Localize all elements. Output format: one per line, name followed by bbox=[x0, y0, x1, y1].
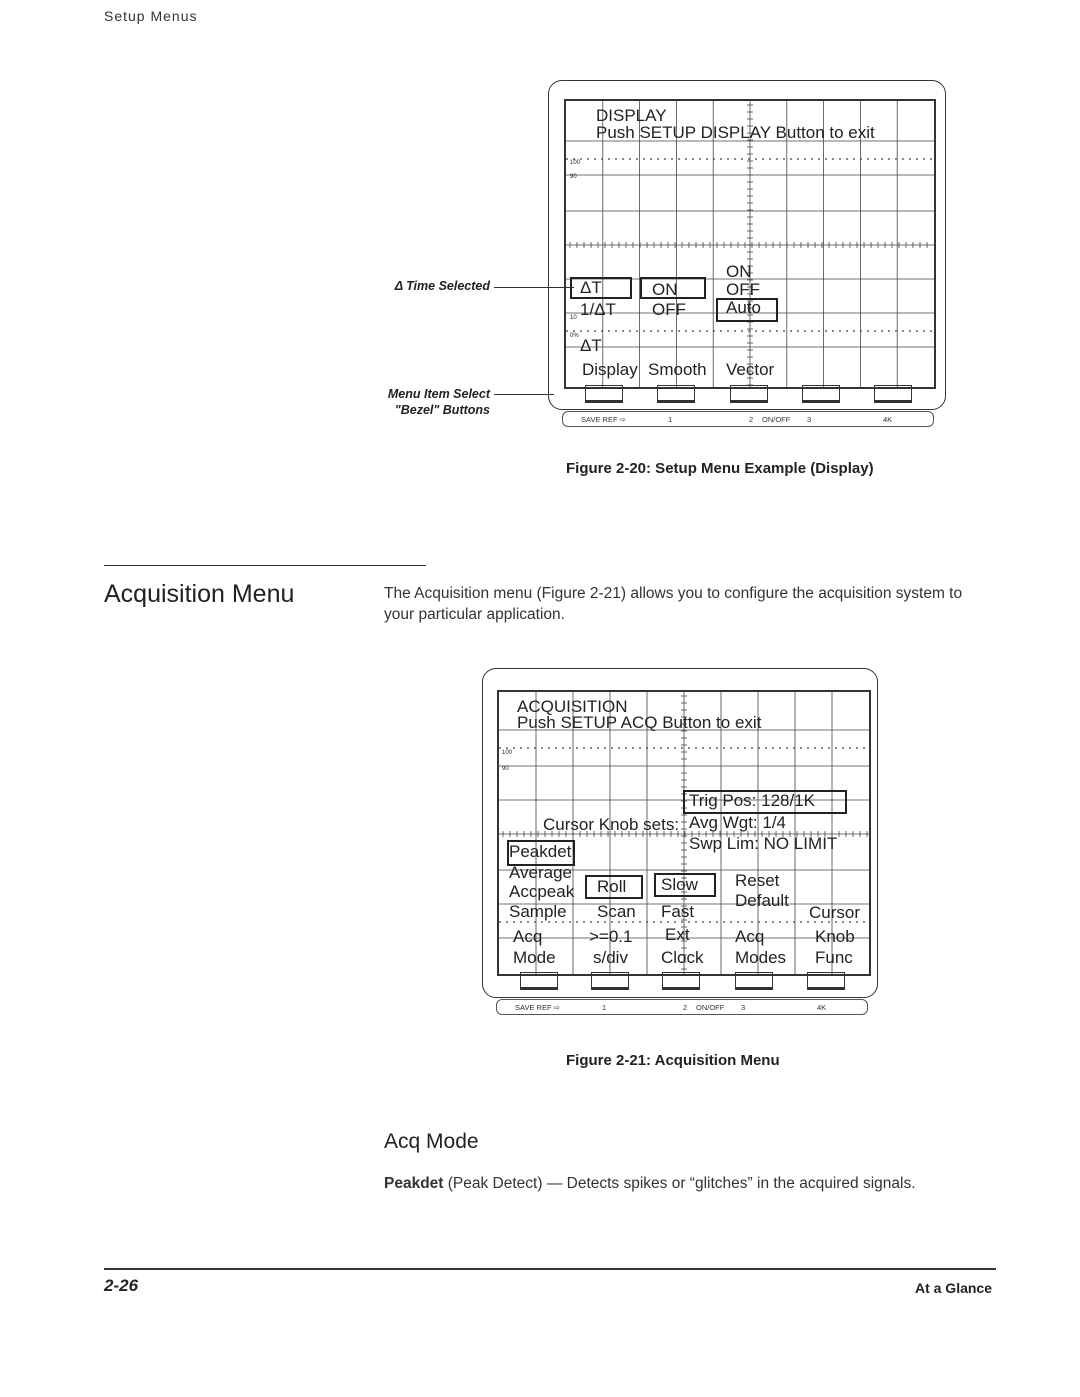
trig-pos-value[interactable]: Trig Pos: 128/1K bbox=[689, 791, 815, 810]
menu-subtitle: Push SETUP ACQ Button to exit bbox=[517, 713, 762, 732]
bezel-button-2[interactable] bbox=[591, 972, 629, 990]
softkey-label-func: Func bbox=[815, 948, 853, 967]
channel-2-label: 2 bbox=[683, 1003, 688, 1012]
option-inverse-delta-t[interactable]: 1/ΔT bbox=[580, 300, 616, 319]
softkey-label-knob: Knob bbox=[815, 927, 855, 946]
option-peakdet[interactable]: Peakdet bbox=[509, 842, 572, 861]
option-delta-t-sub: ΔT bbox=[580, 336, 602, 355]
on-off-label: ON/OFF bbox=[762, 415, 791, 424]
option-reset[interactable]: Reset bbox=[735, 871, 780, 890]
channel-1-label: 1 bbox=[602, 1003, 607, 1012]
cursor-knob-sets-label: Cursor Knob sets: bbox=[543, 815, 680, 834]
channel-1-label: 1 bbox=[668, 415, 673, 424]
swp-lim-value[interactable]: Swp Lim: NO LIMIT bbox=[689, 834, 838, 853]
softkey-label-acq: Acq bbox=[513, 927, 543, 946]
scale-label: 90 bbox=[570, 174, 577, 180]
softkey-label-clock: Clock bbox=[661, 948, 704, 967]
scope-screen-acquisition bbox=[497, 690, 871, 976]
callout-time-selected: Δ Time Selected bbox=[394, 279, 490, 293]
section-title: Acquisition Menu bbox=[104, 580, 295, 608]
option-fast[interactable]: Fast bbox=[661, 902, 695, 921]
option-accpeak[interactable]: Accpeak bbox=[509, 882, 575, 901]
on-off-label: ON/OFF bbox=[696, 1003, 725, 1012]
save-ref-label: SAVE REF ⇨ bbox=[581, 415, 626, 424]
term: Peakdet bbox=[384, 1175, 444, 1192]
option-delta-t[interactable]: ΔT bbox=[580, 278, 602, 297]
peakdet-description bbox=[384, 1173, 974, 1194]
running-header: Setup Menus bbox=[104, 8, 198, 24]
softkey-label-mode: Mode bbox=[513, 948, 556, 967]
bezel-button-2[interactable] bbox=[657, 385, 695, 403]
softkey-label-display: Display bbox=[582, 360, 638, 379]
channel-3-label: 3 bbox=[741, 1003, 746, 1012]
option-ext[interactable]: Ext bbox=[665, 925, 690, 944]
4k-label: 4K bbox=[883, 415, 893, 424]
4k-label: 4K bbox=[817, 1003, 827, 1012]
option-vector-on[interactable]: ON bbox=[726, 262, 752, 281]
bezel-button-3[interactable] bbox=[662, 972, 700, 990]
option-vector-auto[interactable]: Auto bbox=[726, 298, 761, 317]
bezel-button-5[interactable] bbox=[874, 385, 912, 403]
channel-3-label: 3 bbox=[807, 415, 812, 424]
term-description: (Peak Detect) — Detects spikes or “glitches” in the acquired signals. bbox=[443, 1175, 916, 1192]
option-scan[interactable]: Scan bbox=[597, 902, 636, 921]
callout-bezel-buttons: "Bezel" Buttons bbox=[394, 403, 490, 417]
callout-menu-item-select: Menu Item Select bbox=[387, 387, 490, 401]
option-sample[interactable]: Sample bbox=[509, 902, 567, 921]
front-panel-strip bbox=[562, 411, 934, 427]
channel-2-label: 2 bbox=[749, 415, 754, 424]
figure-caption: Figure 2-20: Setup Menu Example (Display) bbox=[566, 460, 874, 477]
bezel-button-3[interactable] bbox=[730, 385, 768, 403]
scale-label: 90 bbox=[502, 766, 509, 772]
bezel-button-1[interactable] bbox=[585, 385, 623, 403]
bezel-button-1[interactable] bbox=[520, 972, 558, 990]
footer-section: At a Glance bbox=[914, 1280, 992, 1296]
scale-label: 100 bbox=[570, 160, 581, 166]
menu-subtitle: Push SETUP DISPLAY Button to exit bbox=[596, 123, 875, 142]
option-roll[interactable]: Roll bbox=[597, 877, 627, 896]
menu-title: DISPLAY bbox=[596, 106, 667, 125]
softkey-label-acq: Acq bbox=[735, 927, 765, 946]
softkey-label-smooth: Smooth bbox=[648, 360, 707, 379]
graticule bbox=[566, 101, 934, 387]
section-rule bbox=[104, 565, 426, 566]
bezel-button-5[interactable] bbox=[807, 972, 845, 990]
softkey-label-sdiv: s/div bbox=[593, 948, 628, 967]
option-smooth-on[interactable]: ON bbox=[652, 280, 678, 299]
softkey-label-threshold: >=0.1 bbox=[589, 927, 633, 946]
scope-screen-display bbox=[564, 99, 936, 389]
softkey-label-modes: Modes bbox=[735, 948, 787, 967]
section-intro: The Acquisition menu (Figure 2-21) allows you to configure the acquisition system to your particular application. bbox=[384, 585, 963, 623]
footer-rule bbox=[104, 1268, 996, 1270]
avg-wgt-value[interactable]: Avg Wgt: 1/4 bbox=[689, 813, 787, 832]
subsection-title: Acq Mode bbox=[384, 1130, 479, 1153]
scale-label: 100 bbox=[502, 750, 513, 756]
option-average[interactable]: Average bbox=[509, 863, 573, 882]
scale-label: 0% bbox=[570, 333, 579, 339]
figure-caption: Figure 2-21: Acquisition Menu bbox=[566, 1052, 780, 1069]
softkey-label-vector: Vector bbox=[726, 360, 775, 379]
bezel-button-4[interactable] bbox=[735, 972, 773, 990]
callout-arrow bbox=[494, 394, 554, 395]
scale-label: 10 bbox=[570, 315, 577, 321]
bezel-button-4[interactable] bbox=[802, 385, 840, 403]
save-ref-label: SAVE REF ⇨ bbox=[515, 1003, 560, 1012]
option-slow[interactable]: Slow bbox=[661, 875, 698, 894]
page-number: 2-26 bbox=[104, 1276, 139, 1295]
option-default[interactable]: Default bbox=[735, 891, 789, 910]
menu-title: ACQUISITION bbox=[517, 697, 628, 716]
option-smooth-off[interactable]: OFF bbox=[652, 300, 686, 319]
option-cursor[interactable]: Cursor bbox=[809, 903, 861, 922]
option-vector-off[interactable]: OFF bbox=[726, 280, 760, 299]
front-panel-strip bbox=[496, 999, 868, 1015]
